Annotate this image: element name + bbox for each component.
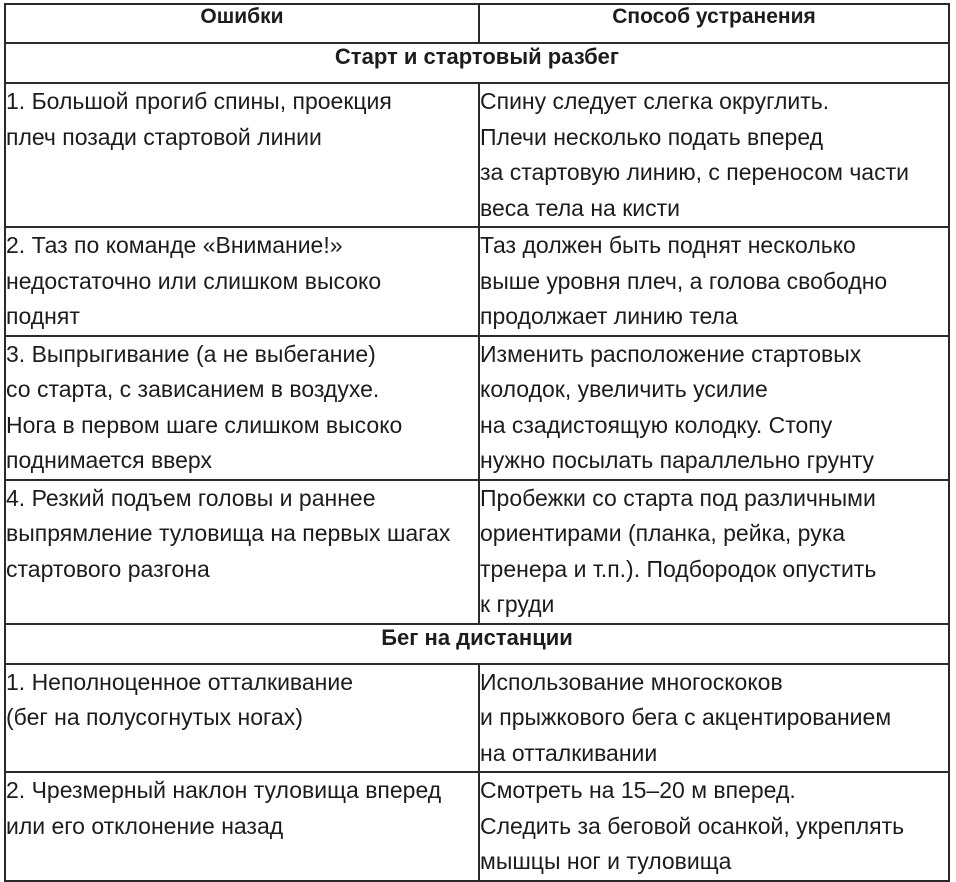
document-page — [4, 3, 948, 882]
cell-text-line: Изменить расположение стартовых — [480, 340, 862, 367]
error-cell — [5, 227, 479, 336]
cell-text-line: или его отклонение назад — [6, 812, 284, 839]
error-cell — [5, 83, 479, 227]
fix-cell — [479, 664, 949, 773]
error-cell — [5, 664, 479, 773]
cell-text-line: Плечи несколько подать вперед — [480, 123, 824, 150]
cell-text-line: к груди — [480, 591, 555, 617]
table-row — [5, 227, 949, 336]
error-cell — [5, 480, 479, 624]
cell-text-line: (бег на полусогнутых ногах) — [6, 704, 303, 730]
fix-cell — [479, 480, 949, 624]
table-row — [5, 772, 949, 881]
cell-text-line: Следить за беговой осанкой, укреплять — [480, 812, 905, 839]
cell-text-line: нужно посылать параллельно грунту — [480, 447, 875, 473]
cell-text-line: Таз должен быть поднят несколько — [480, 232, 856, 258]
table-row — [5, 336, 949, 480]
cell-text-line: Использование многоскоков — [480, 668, 783, 695]
cell-text-line: плеч позади стартовой линии — [6, 123, 322, 150]
cell-text-line: на сзадистоящую колодку. Стопу — [480, 411, 833, 438]
column-header-fix: Способ устранения — [479, 4, 949, 43]
cell-text-line: недостаточно или слишком высоко — [6, 267, 382, 294]
cell-text-line: тренера и т.п.). Подбородок опустить — [480, 555, 877, 582]
section-row — [5, 43, 949, 83]
cell-text-line: выпрямление туловища на первых шагах — [6, 520, 451, 546]
table-body — [5, 43, 949, 881]
error-cell — [5, 772, 479, 881]
cell-text-line: Спину следует слегка округлить. — [480, 88, 830, 114]
cell-text-line: 3. Выпрыгивание (а не выбегание) — [6, 340, 376, 367]
cell-text-line: со старта, с зависанием в воздухе. — [6, 376, 380, 402]
cell-text-line: 1. Большой прогиб спины, проекция — [6, 88, 392, 114]
cell-text-line: веса тела на кисти — [480, 194, 681, 221]
table-row — [5, 480, 949, 624]
cell-text-line: ориентирами (планка, рейка, рука — [480, 520, 846, 546]
cell-text-line: 2. Чрезмерный наклон туловища вперед — [6, 777, 442, 803]
cell-text-line: на отталкивании — [480, 739, 658, 766]
table-row — [5, 664, 949, 773]
cell-text-line: поднимается вверх — [6, 447, 212, 473]
cell-text-line: 1. Неполноценное отталкивание — [6, 668, 354, 695]
fix-cell — [479, 336, 949, 480]
fix-cell — [479, 83, 949, 227]
cell-text-line: 2. Таз по команде «Внимание!» — [6, 232, 343, 258]
error-cell — [5, 336, 479, 480]
section-title: Бег на дистанции — [5, 624, 949, 664]
cell-text-line: Смотреть на 15–20 м вперед. — [480, 777, 796, 803]
column-header-errors: Ошибки — [5, 4, 479, 43]
section-row — [5, 624, 949, 664]
errors-table — [4, 3, 950, 882]
cell-text-line: за стартовую линию, с переносом части — [480, 159, 909, 185]
cell-text-line: продолжает линию тела — [480, 303, 738, 329]
cell-text-line: Пробежки со старта под различными — [480, 484, 876, 511]
cell-text-line: мышцы ног и туловища — [480, 848, 732, 874]
cell-text-line: стартового разгона — [6, 555, 210, 582]
cell-text-line: колодок, увеличить усилие — [480, 376, 768, 402]
fix-cell — [479, 227, 949, 336]
table-row — [5, 83, 949, 227]
section-title: Старт и стартовый разбег — [5, 43, 949, 83]
cell-text-line: и прыжкового бега с акцентированием — [480, 704, 892, 730]
cell-text-line: Нога в первом шаге слишком высоко — [6, 411, 403, 438]
cell-text-line: поднят — [6, 303, 80, 329]
table-header-row — [5, 4, 949, 43]
cell-text-line: выше уровня плеч, а голова свободно — [480, 267, 888, 294]
fix-cell — [479, 772, 949, 881]
cell-text-line: 4. Резкий подъем головы и раннее — [6, 484, 376, 511]
